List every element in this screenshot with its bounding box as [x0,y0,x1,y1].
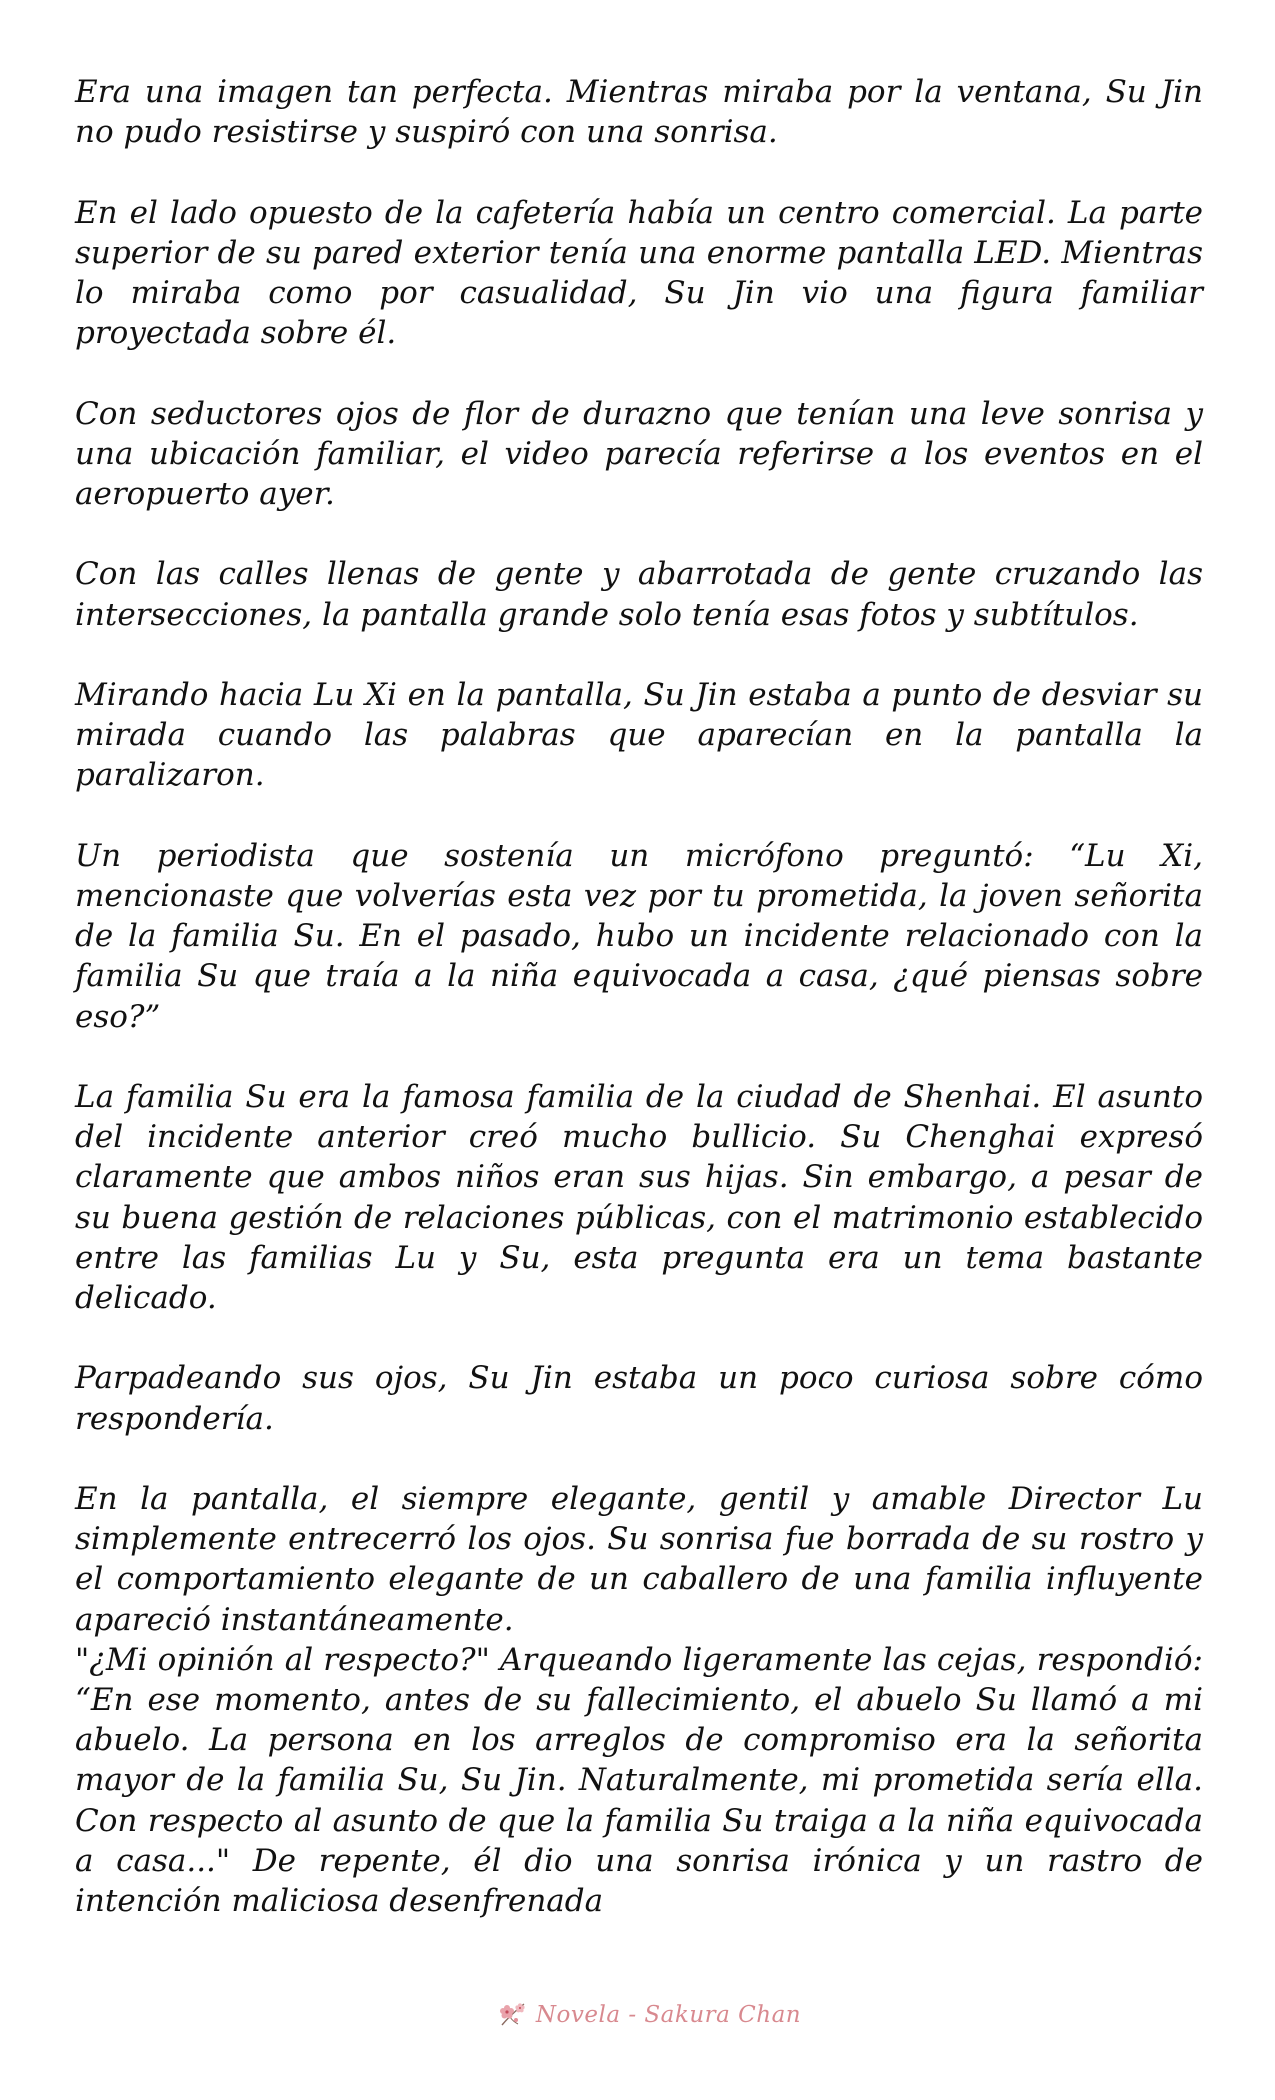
paragraph: Con seductores ojos de flor de durazno que tenían una leve sonrisa y una ubicación familiar, el video parecía referirse a los eventos en el aeropuerto ayer. [75,395,1203,512]
paragraph: En el lado opuesto de la cafetería había un centro comercial. La parte superior de su pared exterior tenía una enorme pantalla LED. Mientras lo miraba como por casualidad, Su Jin vio una figura familiar proyectada sobre él. [75,194,1203,352]
watermark-group [474,1998,801,2032]
paragraph: "¿Mi opinión al respecto?" Arqueando ligeramente las cejas, respondió: “En ese momento, antes de su fallecimiento, el abuelo Su llamó a mi abuelo. La persona en los arreglos de compromiso era la señorita mayor de la familia Su, Su Jin. Naturalmente, mi prometida sería ella. Con respecto al asunto de que la familia Su traiga a la niña equivocada a casa..." De repente, él dio una sonrisa irónica y un rastro de intención maliciosa desenfrenada [75,1641,1203,1920]
paragraph: Un periodista que sostenía un micrófono preguntó: “Lu Xi, mencionaste que volverías esta vez por tu prometida, la joven señorita de la familia Su. En el pasado, hubo un incidente relacionado con la familia Su que traía a la niña equivocada a casa, ¿qué piensas sobre eso?” [75,837,1203,1035]
paragraph: Era una imagen tan perfecta. Mientras miraba por la ventana, Su Jin no pudo resistirse y suspiró con una sonrisa. [75,74,1203,151]
novel-text-body [75,72,1203,1921]
paragraph: Parpadeando sus ojos, Su Jin estaba un poco curiosa sobre cómo respondería. [75,1360,1203,1437]
paragraph: Mirando hacia Lu Xi en la pantalla, Su Jin estaba a punto de desviar su mirada cuando las palabras que aparecían en la pantalla la paralizaron. [75,676,1203,794]
paragraph: La familia Su era la famosa familia de la ciudad de Shenhai. El asunto del incidente anterior creó mucho bullicio. Su Chenghai expresó claramente que ambos niños eran sus hijas. Sin embargo, a pesar de su buena gestión de relaciones públicas, con el matrimonio establecido entre las familias Lu y Su, esta pregunta era un tema bastante delicado. [75,1078,1203,1316]
footer-watermark [0,1992,1275,2038]
sakura-flower-icon [496,1998,530,2032]
paragraph: En la pantalla, el siempre elegante, gentil y amable Director Lu simplemente entrecerró los ojos. Su sonrisa fue borrada de su rostro y el comportamiento elegante de un caballero de una familia influyente apareció instantáneamente. [75,1480,1203,1638]
paragraph: Con las calles llenas de gente y abarrotada de gente cruzando las intersecciones, la pantalla grande solo tenía esas fotos y subtítulos. [75,556,1203,633]
watermark-text: Novela - Sakura Chan [535,2002,802,2028]
